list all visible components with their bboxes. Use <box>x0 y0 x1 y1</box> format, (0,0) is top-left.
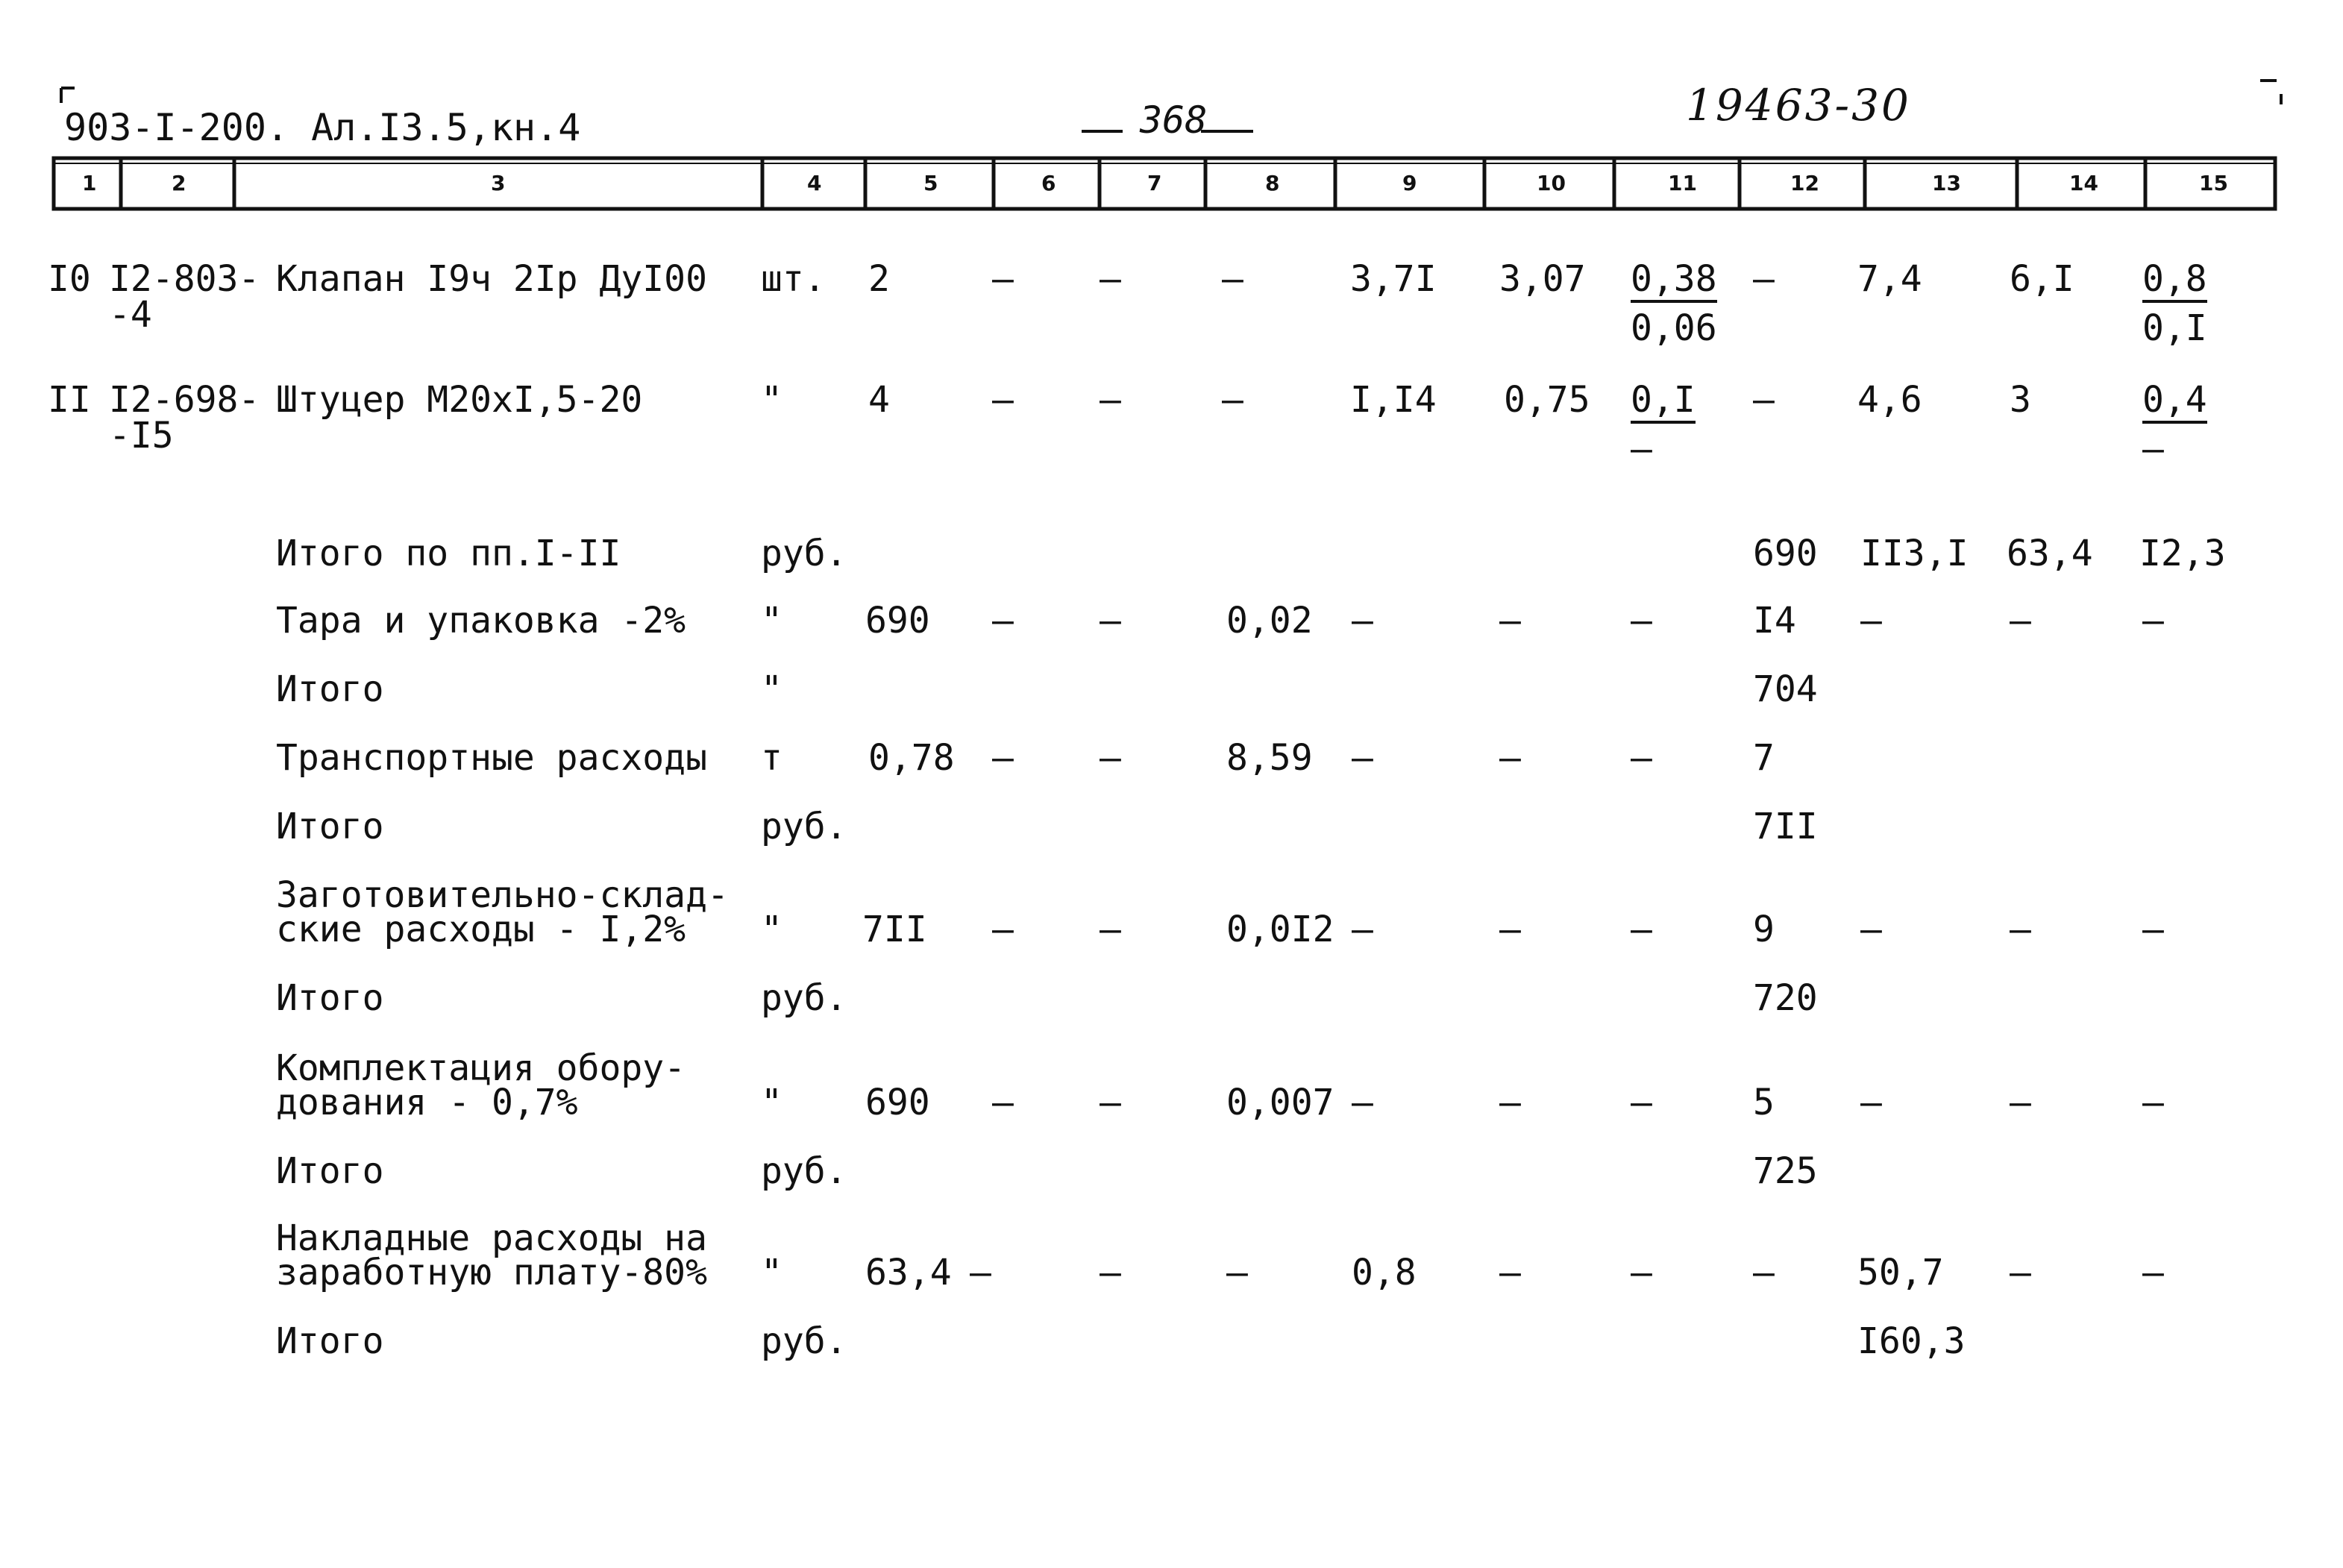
cell-col5: 690 <box>865 600 930 642</box>
cell-col8: – <box>1226 1252 1248 1293</box>
page-number: 368 <box>1140 98 1208 142</box>
total-name: Транспортные расходы <box>276 737 707 779</box>
cell-col11-bottom: – <box>1631 428 1652 470</box>
cell-col11: – <box>1631 1082 1652 1123</box>
column-number: 5 <box>923 171 938 195</box>
cell-col5: 0,78 <box>868 737 955 779</box>
cell-col14: – <box>2010 1082 2031 1123</box>
cell-col12: 7II <box>1753 806 1818 847</box>
cell-col13: – <box>1860 1082 1882 1123</box>
cell-col8: 0,0I2 <box>1226 909 1334 950</box>
total-name: Итого <box>276 806 384 847</box>
cell-col10: – <box>1499 1252 1521 1293</box>
cell-col12: – <box>1753 379 1775 421</box>
cell-col7: – <box>1100 1252 1121 1293</box>
column-number: 13 <box>1932 171 1961 195</box>
cell-col9: – <box>1352 737 1373 779</box>
cell-col11: – <box>1631 909 1652 950</box>
cell-col15: – <box>2142 1252 2164 1293</box>
row-number: I0 <box>48 258 91 300</box>
cell-col13: 50,7 <box>1857 1252 1944 1293</box>
cell-col12: I4 <box>1753 600 1796 642</box>
cell-col6: – <box>970 1252 991 1293</box>
cell-col10: – <box>1499 600 1521 642</box>
column-number: 7 <box>1147 171 1162 195</box>
cell-col6: – <box>992 600 1014 642</box>
item-code-continuation: -4 <box>109 294 152 336</box>
cell-col7: – <box>1100 909 1121 950</box>
cell-col7: – <box>1100 600 1121 642</box>
total-name-line2: заработную плату-80% <box>276 1252 707 1293</box>
unit: " <box>761 1082 782 1123</box>
cell-col10: – <box>1499 1082 1521 1123</box>
cell-col10: – <box>1499 909 1521 950</box>
column-number: 4 <box>807 171 822 195</box>
unit: руб. <box>761 1320 847 1362</box>
total-name-line1: Заготовительно-склад- <box>276 874 729 916</box>
total-name-line1: Накладные расходы на <box>276 1217 707 1259</box>
cell-col12: 720 <box>1753 977 1818 1019</box>
total-name: Итого <box>276 1320 384 1362</box>
cell-col9: – <box>1352 1082 1373 1123</box>
unit: " <box>761 600 782 642</box>
unit: руб. <box>761 1150 847 1192</box>
cell-col12: 725 <box>1753 1150 1818 1192</box>
cell-col6: – <box>992 737 1014 779</box>
unit: руб. <box>761 806 847 847</box>
column-number: 10 <box>1537 171 1566 195</box>
unit: " <box>761 668 782 710</box>
total-name: Итого по пп.I-II <box>276 533 621 574</box>
cell-col9: – <box>1352 600 1373 642</box>
cell-col15-bottom: – <box>2142 428 2164 470</box>
cell-col9: – <box>1352 909 1373 950</box>
cell-col15: – <box>2142 1082 2164 1123</box>
column-number: 6 <box>1041 171 1056 195</box>
total-name-line2: ские расходы - I,2% <box>276 909 686 950</box>
cell-col7: – <box>1100 258 1121 300</box>
unit: руб. <box>761 533 847 574</box>
cell-col13: II3,I <box>1860 533 1969 574</box>
cell-col5: 7II <box>862 909 927 950</box>
cell-col13: 4,6 <box>1857 379 1922 421</box>
total-name: Итого <box>276 977 384 1019</box>
cell-col14: – <box>2010 1252 2031 1293</box>
column-number: 15 <box>2199 171 2228 195</box>
cell-col12: – <box>1753 1252 1775 1293</box>
unit: шт. <box>761 258 826 300</box>
cell-col15-top: 0,8 <box>2142 261 2207 303</box>
cell-col12: 704 <box>1753 668 1818 710</box>
item-name: Штуцер М20хI,5-20 <box>276 379 643 421</box>
cell-col10: 3,07 <box>1499 258 1586 300</box>
cell-col10: – <box>1499 737 1521 779</box>
cell-col8: – <box>1222 379 1243 421</box>
document-code: 903-I-200. Ал.I3.5,кн.4 <box>64 106 581 149</box>
unit: т <box>761 737 782 779</box>
handwritten-code: 19463-30 <box>1686 80 1911 131</box>
cell-col13: – <box>1860 600 1882 642</box>
cell-col5: 63,4 <box>865 1252 952 1293</box>
item-code: I2-803- <box>109 258 260 300</box>
cell-col9: I,I4 <box>1350 379 1437 421</box>
cell-col6: – <box>992 1082 1014 1123</box>
cell-col12: 7 <box>1753 737 1775 779</box>
cell-col7: – <box>1100 379 1121 421</box>
total-name: Итого <box>276 668 384 710</box>
column-number: 14 <box>2069 171 2098 195</box>
total-name-line2: дования - 0,7% <box>276 1082 578 1123</box>
unit: " <box>761 379 782 421</box>
cell-col6: – <box>992 379 1014 421</box>
cell-col11-top: 0,I <box>1631 382 1696 424</box>
row-number: II <box>48 379 91 421</box>
cell-col14: 6,I <box>2010 258 2074 300</box>
cell-col7: – <box>1100 737 1121 779</box>
cell-col6: – <box>992 258 1014 300</box>
column-number: 9 <box>1402 171 1417 195</box>
item-code-continuation: -I5 <box>109 415 174 457</box>
cell-col8: 0,02 <box>1226 600 1313 642</box>
cell-col11: – <box>1631 1252 1652 1293</box>
cell-col13: 7,4 <box>1857 258 1922 300</box>
cell-col14: 63,4 <box>2007 533 2093 574</box>
total-name: Итого <box>276 1150 384 1192</box>
item-code: I2-698- <box>109 379 260 421</box>
cell-col12: 5 <box>1753 1082 1775 1123</box>
cell-col11-top: 0,38 <box>1631 261 1717 303</box>
cell-col14: – <box>2010 600 2031 642</box>
column-number: 3 <box>491 171 506 195</box>
cell-col12: 690 <box>1753 533 1818 574</box>
column-number: 12 <box>1790 171 1819 195</box>
cell-col12: 9 <box>1753 909 1775 950</box>
cell-col7: – <box>1100 1082 1121 1123</box>
cell-col5: 4 <box>868 379 890 421</box>
cell-col15-top: 0,4 <box>2142 382 2207 424</box>
cell-col10: 0,75 <box>1504 379 1590 421</box>
cell-col15: – <box>2142 909 2164 950</box>
column-number: 2 <box>172 171 186 195</box>
cell-col14: – <box>2010 909 2031 950</box>
column-number: 11 <box>1668 171 1697 195</box>
unit: руб. <box>761 977 847 1019</box>
total-name: Тара и упаковка -2% <box>276 600 686 642</box>
cell-col12: – <box>1753 258 1775 300</box>
unit: " <box>761 1252 782 1293</box>
cell-col8: – <box>1222 258 1243 300</box>
cell-col15: I2,3 <box>2139 533 2226 574</box>
cell-col9: 3,7I <box>1350 258 1437 300</box>
total-name-line1: Комплектация обору- <box>276 1047 686 1089</box>
unit: " <box>761 909 782 950</box>
cell-col14: 3 <box>2010 379 2031 421</box>
item-name: Клапан I9ч 2Iр ДуI00 <box>276 258 707 300</box>
cell-col11: – <box>1631 737 1652 779</box>
cell-col13: – <box>1860 909 1882 950</box>
cell-col15: – <box>2142 600 2164 642</box>
cell-col5: 2 <box>868 258 890 300</box>
column-number: 8 <box>1265 171 1280 195</box>
cell-col8: 8,59 <box>1226 737 1313 779</box>
cell-col9: 0,8 <box>1352 1252 1417 1293</box>
cell-col8: 0,007 <box>1226 1082 1334 1123</box>
cell-col15-bottom: 0,I <box>2142 307 2207 349</box>
cell-col13: I60,3 <box>1857 1320 1966 1362</box>
cell-col5: 690 <box>865 1082 930 1123</box>
cell-col11-bottom: 0,06 <box>1631 307 1717 349</box>
cell-col6: – <box>992 909 1014 950</box>
column-number: 1 <box>82 171 97 195</box>
cell-col11: – <box>1631 600 1652 642</box>
